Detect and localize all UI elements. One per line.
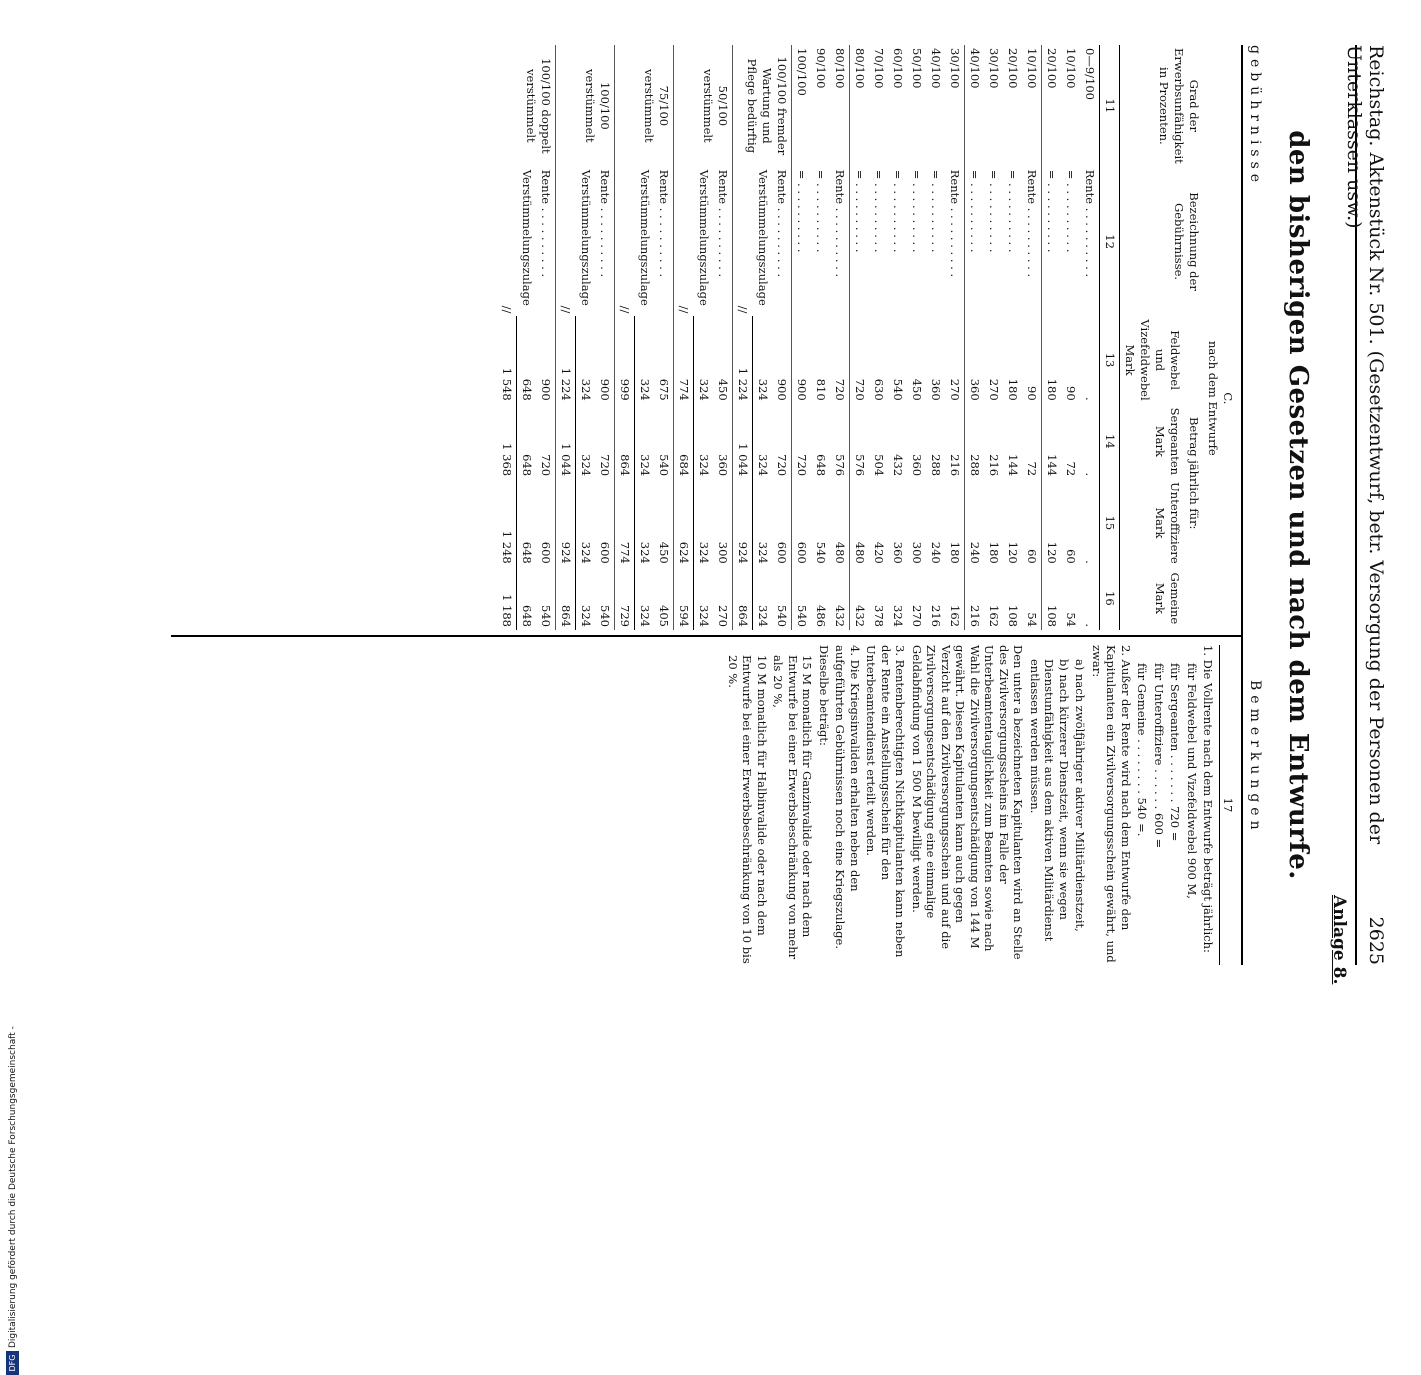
feldwebel-label: Feldwebel und Vizefeldwebel — [1138, 319, 1182, 401]
amount-cell: 900 — [772, 316, 792, 403]
grade-cell: 10/100 — [1064, 48, 1078, 89]
grade-cell: 30/100 — [945, 45, 965, 167]
total-mark: // — [677, 305, 692, 314]
amount-cell: 324 — [694, 479, 714, 567]
total-cell: 924 — [559, 541, 573, 564]
total-cell: 1 224 — [559, 367, 573, 401]
amount-cell: 270 — [713, 567, 733, 630]
designation-cell: Verstümmelungszulage — [638, 169, 652, 306]
amount-cell: 600 — [772, 479, 792, 567]
section-letter: C. — [1221, 392, 1235, 405]
table-row — [830, 45, 850, 630]
column-divider — [171, 635, 1241, 637]
grade-cell: 70/100 — [872, 48, 886, 89]
amount-cell: 540 — [814, 541, 828, 564]
amount-cell: 324 — [753, 479, 773, 567]
table-row — [811, 45, 830, 630]
remark-paragraph: für Unteroffiziere . . . . . . 600 = — [1152, 663, 1166, 849]
amount-cell: 240 — [929, 541, 943, 564]
blank-cell — [1203, 45, 1237, 167]
designation-cell: Rente . . . . . . . . . . — [1080, 167, 1100, 317]
amount-cell: 486 — [814, 605, 828, 627]
overline-rule — [1241, 45, 1243, 965]
amount-cell: 648 — [517, 404, 537, 479]
designation-cell: Rente . . . . . . . . . . — [1022, 167, 1042, 317]
amount-cell: 180 — [1045, 378, 1059, 401]
total-cell: 1 044 — [559, 443, 573, 477]
amount-cell: 120 — [1006, 541, 1020, 564]
unteroffiziere-label: Unteroffiziere — [1168, 482, 1182, 564]
section-label-right: Bemerkungen — [1247, 680, 1263, 835]
total-cell: 864 — [736, 605, 750, 627]
total-cell: 624 — [677, 541, 691, 564]
total-cell: 999 — [618, 378, 632, 401]
page-title: den bisherigen Gesetzen und nach dem Entwurfe. — [1283, 130, 1313, 880]
grade-cell: 80/100 — [830, 45, 850, 167]
col-header-unteroffiziere — [1120, 479, 1185, 567]
grade-cell: 100/100 verstümmelt — [556, 45, 615, 167]
remarks-list — [726, 645, 1216, 965]
section-sub: nach dem Entwurfe — [1206, 341, 1220, 456]
amount-cell: 216 — [929, 605, 943, 627]
designation-cell: = . . . . . . . . . . — [1064, 169, 1078, 253]
grade-cell: 30/100 — [987, 48, 1001, 89]
table-row — [965, 45, 985, 630]
remark-paragraph: a) nach zwölfjähriger aktiver Militärdienstzeit, — [1073, 659, 1088, 932]
section-heading — [1203, 167, 1237, 630]
amount-cell: 324 — [891, 605, 905, 627]
amount-cell: 324 — [694, 404, 714, 479]
remark-paragraph: für Gemeine . . . . . . . . 540 =. — [1135, 663, 1150, 837]
total-mark: // — [618, 305, 633, 314]
amount-cell: 324 — [753, 567, 773, 630]
table-row — [869, 45, 888, 630]
amount-cell: 405 — [654, 567, 674, 630]
grade-cell: 50/100 — [910, 48, 924, 89]
total-cell: 594 — [677, 605, 691, 627]
amount-cell: 480 — [853, 541, 867, 564]
col-header-feldwebel — [1120, 316, 1185, 403]
amount-cell: 360 — [713, 404, 733, 479]
amount-cell: 540 — [772, 567, 792, 630]
amount-cell: 648 — [517, 479, 537, 567]
amount-cell: 324 — [635, 479, 655, 567]
amount-cell: 504 — [872, 454, 886, 477]
designation-cell: Verstümmelungszulage — [579, 169, 593, 306]
unit-mark: Mark — [1153, 425, 1167, 457]
amount-cell: 180 — [945, 479, 965, 567]
amount-cell: 600 — [536, 479, 556, 567]
remark-paragraph: 15 M monatlich für Ganzinvalide oder nach dem Entwurfe bei einer Erwerbsbeschränkung von mehr als 20 %, — [771, 655, 815, 960]
amount-cell: 480 — [830, 479, 850, 567]
designation-cell: = . . . . . . . . . . — [968, 169, 982, 253]
remark-paragraph: Dieselbe beträgt: — [817, 645, 831, 746]
amount-cell: 432 — [830, 567, 850, 630]
amount-cell: 72 — [1064, 461, 1078, 477]
amount-cell: 360 — [910, 454, 924, 477]
table-row — [888, 45, 907, 630]
designation-cell: Verstümmelungszulage — [697, 169, 711, 306]
total-mark: // — [736, 305, 751, 314]
amount-cell: 648 — [517, 567, 537, 630]
amount-cell: 450 — [654, 479, 674, 567]
total-cell: 729 — [618, 605, 632, 627]
amount-cell: 900 — [595, 316, 615, 403]
remark-paragraph: 2. Außer der Rente wird nach dem Entwurfe den Kapitulanten ein Zivilversorgungsschein gewährt, und zwar: — [1090, 645, 1133, 963]
designation-cell: = . . . . . . . . . . — [795, 169, 809, 253]
total-cell: 684 — [677, 454, 691, 477]
remarks-column — [724, 645, 1236, 965]
amount-cell: 420 — [872, 541, 886, 564]
grade-cell: 10/100 — [1022, 45, 1042, 167]
amount-cell: 120 — [1045, 541, 1059, 564]
designation-cell: Rente . . . . . . . . . . — [945, 167, 965, 317]
amount-cell: 324 — [576, 404, 596, 479]
remark-paragraph: b) nach kürzerer Dienstzeit, wenn sie wegen Dienstunfähigkeit aus dem aktiven Militärdienst entlassen werden müssen. — [1028, 659, 1071, 942]
grade-cell: 40/100 — [968, 48, 982, 89]
designation-cell: Rente . . . . . . . . . . — [772, 167, 792, 317]
designation-cell: = . . . . . . . . . . — [929, 169, 943, 253]
col-number: 11 — [1100, 45, 1120, 167]
amount-cell: 540 — [891, 378, 905, 401]
table-row — [1061, 45, 1080, 630]
header-left: Reichstag. Aktenstück Nr. 501. (Gesetzentwurf, betr. Versorgung der Personen der Unterklassen usw.) — [1343, 45, 1387, 845]
amount-cell: 810 — [814, 378, 828, 401]
remark-paragraph: für Sergeanten . . . . . . . 720 = — [1168, 663, 1183, 842]
total-cell: 864 — [559, 605, 573, 627]
amount-cell: 540 — [536, 567, 556, 630]
grade-cell: 100/100 — [795, 48, 809, 96]
total-cell: 1 368 — [500, 443, 514, 477]
designation-cell: = . . . . . . . . . . — [872, 169, 886, 253]
amount-cell: 600 — [795, 541, 809, 564]
designation-cell: Rente . . . . . . . . . . — [536, 167, 556, 317]
col-number: 15 — [1100, 479, 1120, 567]
amount-cell: 54 — [1022, 567, 1042, 630]
remark-paragraph: für Feldwebel und Vizefeldwebel 900 M, — [1185, 663, 1199, 899]
amount-cell: 432 — [891, 454, 905, 477]
amount-cell: 540 — [595, 567, 615, 630]
table-row — [1042, 45, 1062, 630]
col-header-designation: Bezeichnung der Gebührnisse. — [1172, 192, 1201, 291]
designation-cell: = . . . . . . . . . . — [814, 169, 828, 253]
page-number: 2625 — [1365, 916, 1387, 965]
amount-cell: 162 — [987, 605, 1001, 627]
column-number-row — [1100, 45, 1120, 630]
dfg-logo: DFG — [6, 1351, 19, 1375]
unit-mark: Mark — [1123, 344, 1137, 376]
amount-cell: 720 — [595, 404, 615, 479]
table-row — [595, 45, 615, 630]
remark-paragraph: 4. Die Kriegsinvaliden erhalten neben den aufgeführten Gebührnissen noch eine Kriegszulage. — [833, 645, 862, 950]
table-row — [772, 45, 792, 630]
designation-cell: Rente . . . . . . . . . . — [713, 167, 733, 317]
grade-cell: 75/100 verstümmelt — [615, 45, 674, 167]
total-cell: 1 044 — [736, 443, 750, 477]
amount-cell: 540 — [795, 605, 809, 627]
amount-cell: 270 — [987, 378, 1001, 401]
amount-cell: 648 — [517, 316, 537, 403]
designation-cell: = . . . . . . . . . . — [987, 169, 1001, 253]
amount-cell: 324 — [753, 404, 773, 479]
amount-cell: 324 — [576, 316, 596, 403]
col-header-gemeine — [1120, 567, 1185, 630]
amount-cell: 324 — [576, 479, 596, 567]
remark-paragraph: Den unter a bezeichneten Kapitulanten wird an Stelle des Zivilversorgungsscheins im Falle der Unterbeamtentauglichkeit zum Beamten sowie nach Wahl die Zivilversorgungsentschädigung von 144 M gewährt. Diesen Kapitulanten kann auch gegen Verzicht auf den Zivilversorgungsschein und auf die Zivilversorgungsentschädigung eine einmalige Geldabfindung von 1 500 M bewilligt werden. — [910, 645, 1026, 960]
amount-cell: 216 — [987, 454, 1001, 477]
amount-cell: 450 — [713, 316, 733, 403]
amount-cell: 144 — [1045, 454, 1059, 477]
annex-label: Anlage 8. — [1329, 895, 1349, 985]
amount-cell: 90 — [1022, 316, 1042, 403]
table-row — [536, 45, 556, 630]
grade-cell: 100/100 fremder Wartung und Pflege bedürftig — [733, 45, 792, 167]
amount-cell: 270 — [910, 605, 924, 627]
amount-cell: 720 — [795, 454, 809, 477]
amount-cell: 324 — [576, 567, 596, 630]
amount-cell: 240 — [968, 541, 982, 564]
amount-cell: 216 — [968, 605, 982, 627]
amount-cell: 576 — [830, 404, 850, 479]
col-number: 14 — [1100, 404, 1120, 479]
total-cell: 1 188 — [500, 594, 514, 627]
total-cell: 1 224 — [736, 367, 750, 401]
amount-cell: 900 — [795, 378, 809, 401]
amount-cell: 180 — [1006, 378, 1020, 401]
total-cell: 1 548 — [500, 367, 514, 401]
amount-cell: 108 — [1045, 605, 1059, 627]
amount-cell: 288 — [968, 454, 982, 477]
table-row — [907, 45, 926, 630]
amount-cell: 630 — [872, 378, 886, 401]
remark-paragraph: 3. Rentenberechtigten Nichtkapitulanten kann neben der Rente ein Anstellungsschein für den Unterbeamtendienst erteilt werden. — [864, 645, 908, 958]
amount-cell: 360 — [968, 378, 982, 401]
benefits-table — [497, 45, 1237, 630]
amount-cell: 324 — [635, 316, 655, 403]
amount-cell: 432 — [853, 605, 867, 627]
grade-cell: 20/100 — [1045, 48, 1059, 89]
designation-cell: = . . . . . . . . . . — [910, 169, 924, 253]
designation-cell: = . . . . . . . . . . — [853, 169, 867, 253]
amount-cell: 216 — [945, 404, 965, 479]
digitization-note: Digitalisierung gefördert durch die Deutsche Forschungsgemeinschaft - — [8, 1026, 18, 1348]
designation-cell: Rente . . . . . . . . . . — [830, 167, 850, 317]
grade-cell: 40/100 — [929, 48, 943, 89]
amount-cell: 600 — [595, 479, 615, 567]
col-header-sergeanten — [1120, 404, 1185, 479]
table-row — [654, 45, 674, 630]
designation-cell: Rente . . . . . . . . . . — [595, 167, 615, 317]
amount-cell: 60 — [1022, 479, 1042, 567]
amount-cell: . — [1080, 316, 1100, 403]
amount-cell: 54 — [1064, 612, 1078, 627]
amount-cell: 675 — [654, 316, 674, 403]
amount-cell: 540 — [654, 404, 674, 479]
amount-cell: 180 — [987, 541, 1001, 564]
amount-cell: 576 — [853, 454, 867, 477]
table-row — [1003, 45, 1022, 630]
table-row — [1022, 45, 1042, 630]
amount-cell: 324 — [753, 316, 773, 403]
col-number: 12 — [1100, 167, 1120, 317]
amount-cell: 144 — [1006, 454, 1020, 477]
amount-cell: 360 — [891, 541, 905, 564]
table-row — [850, 45, 870, 630]
total-cell: 774 — [677, 378, 691, 401]
designation-cell: Verstümmelungszulage — [756, 169, 770, 306]
grade-cell: 20/100 — [1006, 48, 1020, 89]
table-row — [984, 45, 1003, 630]
remarks-col-number: 17 — [1220, 645, 1236, 965]
total-cell: 1 248 — [500, 530, 514, 564]
amount-cell: 108 — [1006, 605, 1020, 627]
table-row — [792, 45, 812, 630]
amount-cell: 720 — [853, 378, 867, 401]
page-header — [1343, 45, 1391, 965]
section-label-left: gebührnisse — [1247, 45, 1263, 188]
gemeine-label: Gemeine — [1168, 572, 1182, 625]
table-row — [713, 45, 733, 630]
grade-cell: 80/100 — [853, 48, 867, 89]
amount-cell: 720 — [830, 316, 850, 403]
amount-cell: 360 — [929, 378, 943, 401]
total-mark: // — [559, 305, 574, 314]
amount-cell: 324 — [694, 316, 714, 403]
grade-cell: 90/100 — [814, 48, 828, 89]
col-number: 16 — [1100, 567, 1120, 630]
total-cell: 864 — [618, 454, 632, 477]
amount-cell: 720 — [772, 404, 792, 479]
amount-cell: . — [1080, 479, 1100, 567]
designation-cell: = . . . . . . . . . . — [891, 169, 905, 253]
table-row — [926, 45, 945, 630]
remark-paragraph: 10 M monatlich für Halbinvalide oder nach dem Entwurfe bei einer Erwerbsbeschränkung von 10 bis 20 %. — [726, 655, 769, 964]
designation-cell: = . . . . . . . . . . — [1045, 169, 1059, 253]
designation-cell: Rente . . . . . . . . . . — [654, 167, 674, 317]
amount-cell: 450 — [910, 378, 924, 401]
amount-cell: 720 — [536, 404, 556, 479]
amount-cell: 90 — [1064, 386, 1078, 401]
amount-cell: 72 — [1022, 404, 1042, 479]
amount-cell: 324 — [694, 567, 714, 630]
total-mark: // — [500, 305, 515, 314]
total-cell: 774 — [618, 541, 632, 564]
amount-cell: 162 — [945, 567, 965, 630]
designation-cell: Verstümmelungszulage — [520, 169, 534, 306]
col-number: 13 — [1100, 316, 1120, 403]
remark-paragraph: 1. Die Vollrente nach dem Entwurfe beträgt jährlich: — [1201, 645, 1216, 953]
amount-cell: 324 — [635, 404, 655, 479]
designation-cell: = . . . . . . . . . . — [1006, 169, 1020, 253]
amount-cell: 300 — [910, 541, 924, 564]
amount-cell: 270 — [945, 316, 965, 403]
amount-cell: 378 — [872, 605, 886, 627]
amount-cell: 900 — [536, 316, 556, 403]
grade-cell: 60/100 — [891, 48, 905, 89]
amount-cell: 300 — [713, 479, 733, 567]
vertical-note — [6, 1026, 19, 1375]
table-row — [1080, 45, 1100, 630]
amount-cell: 288 — [929, 454, 943, 477]
col-header-amount: Betrag jährlich für: — [1187, 416, 1201, 530]
amount-cell: 60 — [1064, 549, 1078, 564]
sergeanten-label: Sergeanten — [1168, 407, 1182, 476]
grade-cell: 0—9/100 — [1080, 45, 1100, 167]
unit-mark: Mark — [1153, 582, 1167, 614]
amount-cell: 324 — [635, 567, 655, 630]
amount-cell: 648 — [814, 454, 828, 477]
total-cell: 924 — [736, 541, 750, 564]
grade-cell: 100/100 doppelt verstümmelt — [497, 45, 556, 167]
grade-cell: 50/100 verstümmelt — [674, 45, 733, 167]
amount-cell: . — [1080, 404, 1100, 479]
col-header-grade: Grad der Erwerbsunfähigkeit in Prozenten. — [1157, 48, 1201, 164]
table-row — [945, 45, 965, 630]
unit-mark: Mark — [1153, 507, 1167, 539]
amount-cell: . — [1080, 567, 1100, 630]
